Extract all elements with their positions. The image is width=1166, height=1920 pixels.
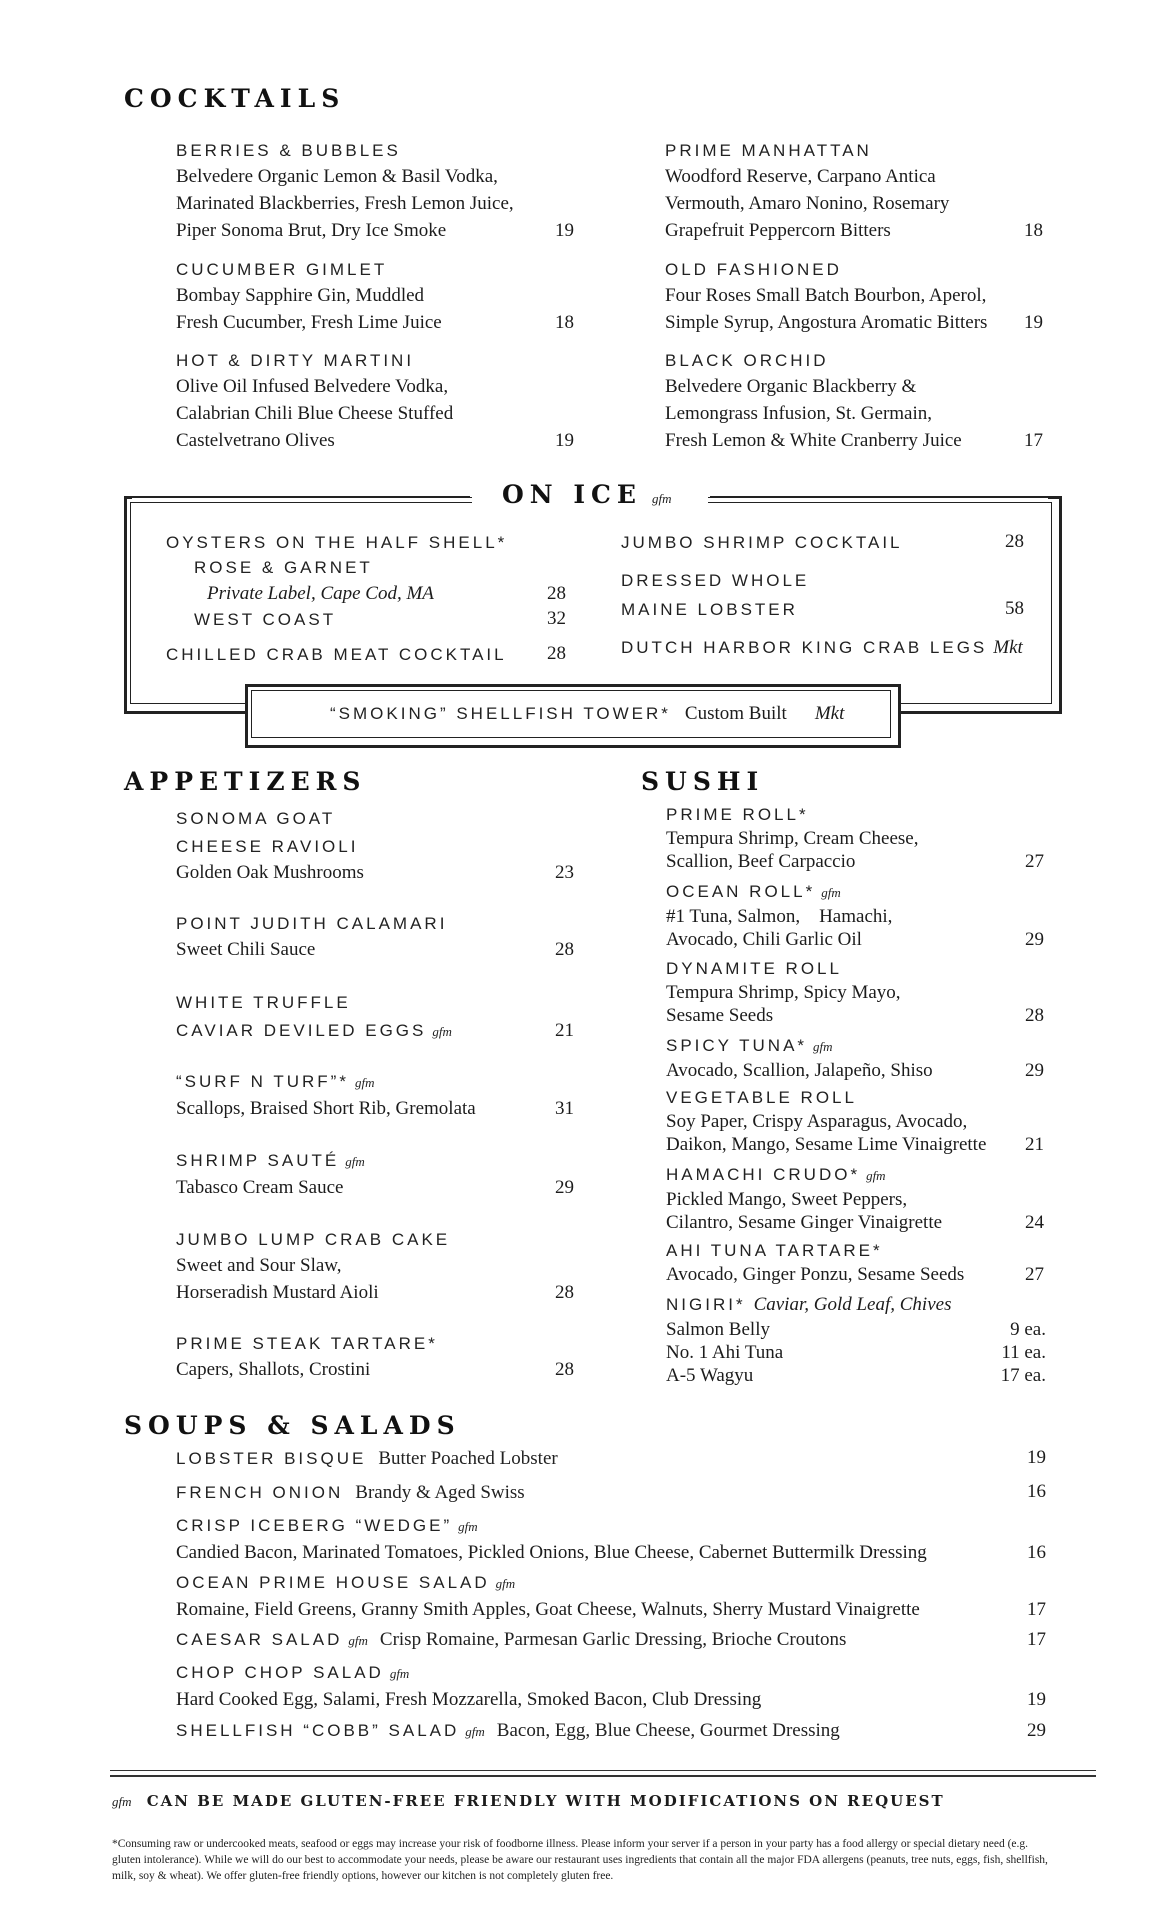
appetizer-price: 28 [555, 939, 574, 960]
appetizer-name-text: SHRIMP SAUTÉ [176, 1151, 340, 1170]
nigiri-items [666, 1318, 1046, 1387]
appetizer-name-text: PRIME STEAK TARTARE* [176, 1334, 438, 1353]
sushi-price: 27 [1025, 851, 1044, 872]
private-label-row [166, 580, 566, 607]
cocktail-description: Bombay Sapphire Gin, Muddled [176, 285, 425, 306]
soup-salad-name-text: FRENCH ONION [176, 1483, 344, 1502]
gfm-mark: gfm [465, 1724, 485, 1739]
shellfish-tower-price: Mkt [814, 703, 845, 724]
sushi-name-text: SPICY TUNA* [666, 1036, 808, 1055]
nigiri-block [666, 1291, 1046, 1387]
cocktail-description: Olive Oil Infused Belvedere Vodka, [176, 376, 449, 397]
soup-salad-inline-description: Bacon, Egg, Blue Cheese, Gourmet Dressing [496, 1720, 840, 1741]
private-label-desc: Private Label, Cape Cod, MA [207, 583, 434, 604]
nigiri-label: No. 1 Ahi Tuna [666, 1342, 784, 1363]
cocktail-item [176, 257, 574, 336]
appetizer-item [176, 1148, 574, 1201]
sushi-item [666, 1162, 1044, 1234]
appetizers-heading: APPETIZERS [124, 767, 367, 796]
footer-rule-thick [110, 1775, 1096, 1777]
soup-salad-description: Candied Bacon, Marinated Tomatoes, Pickled Onions, Blue Cheese, Cabernet Buttermilk Dressing [176, 1542, 927, 1563]
sushi-description: Tempura Shrimp, Cream Cheese, [666, 828, 919, 849]
sushi-name-text: HAMACHI CRUDO* [666, 1165, 861, 1184]
appetizer-price: 23 [555, 862, 574, 883]
cocktail-description: Fresh Lemon & White Cranberry Juice [665, 430, 962, 451]
cocktail-price: 18 [555, 312, 574, 333]
nigiri-row [666, 1341, 1046, 1364]
appetizer-description: Capers, Shallots, Crostini [176, 1359, 371, 1380]
shellfish-tower-title: “SMOKING” SHELLFISH TOWER* [330, 704, 671, 723]
king-crab-price: Mkt [993, 637, 1023, 658]
soup-salad-name-text: SHELLFISH “COBB” SALAD [176, 1721, 460, 1740]
sushi-name-text: VEGETABLE ROLL [666, 1088, 857, 1107]
appetizer-item [176, 1331, 574, 1383]
soup-salad-price: 16 [1027, 1481, 1046, 1502]
soup-salad-description: Hard Cooked Egg, Salami, Fresh Mozzarella, Smoked Bacon, Club Dressing [176, 1689, 762, 1710]
shrimp-row [621, 530, 1024, 555]
nigiri-heading-row [666, 1291, 1046, 1318]
sushi-description: Avocado, Chili Garlic Oil [666, 929, 862, 950]
sushi-item [666, 1238, 1044, 1286]
west-coast-row [166, 607, 566, 632]
appetizer-name [176, 1148, 574, 1174]
soup-salad-name [176, 1627, 1046, 1653]
nigiri-price: 17 ea. [1000, 1365, 1046, 1386]
king-crab-title: DUTCH HARBOR KING CRAB LEGS [621, 638, 988, 657]
sushi-name-text: PRIME ROLL* [666, 805, 809, 824]
sushi-description: Tempura Shrimp, Spicy Mayo, [666, 982, 901, 1003]
appetizer-price: 21 [555, 1020, 574, 1041]
appetizer-name-text: WHITE TRUFFLE [176, 993, 351, 1012]
cocktail-item [176, 348, 574, 454]
rose-garnet-label: ROSE & GARNET [194, 558, 373, 577]
sushi-price: 28 [1025, 1005, 1044, 1026]
cocktail-item [665, 348, 1043, 454]
cocktails-heading: COCKTAILS [124, 84, 346, 113]
cocktail-name: PRIME MANHATTAN [665, 141, 872, 160]
appetizer-item [176, 990, 574, 1044]
soup-salad-item [176, 1446, 1046, 1471]
cocktail-name: HOT & DIRTY MARTINI [176, 351, 415, 370]
soup-salad-item [176, 1480, 1046, 1505]
sushi-name [666, 1162, 1044, 1188]
soup-salad-price: 16 [1027, 1542, 1046, 1563]
gfm-mark: gfm [813, 1039, 833, 1054]
soup-salad-name [176, 1660, 1046, 1686]
sushi-name [666, 802, 1044, 827]
appetizer-name [176, 911, 574, 936]
soup-salad-name [176, 1446, 1046, 1471]
lobster-title-line1: DRESSED WHOLE [621, 571, 810, 590]
nigiri-price: 9 ea. [1010, 1319, 1046, 1340]
soup-salad-item [176, 1718, 1046, 1744]
soup-salad-name-text: CAESAR SALAD [176, 1630, 343, 1649]
appetizer-price: 28 [555, 1282, 574, 1303]
appetizer-item [176, 806, 574, 886]
soup-salad-item [176, 1627, 1046, 1653]
sushi-description: #1 Tuna, Salmon, Hamachi, [666, 906, 893, 927]
west-coast-price: 32 [547, 608, 566, 629]
appetizer-name [176, 1331, 574, 1356]
appetizer-name [176, 1227, 574, 1252]
appetizer-name-text: POINT JUDITH CALAMARI [176, 914, 448, 933]
gfm-mark: gfm [345, 1154, 365, 1169]
sushi-description: Daikon, Mango, Sesame Lime Vinaigrette [666, 1134, 987, 1155]
appetizer-name [176, 990, 574, 1015]
appetizer-price: 28 [555, 1359, 574, 1380]
on-ice-title: ON ICE [502, 480, 642, 509]
cocktail-name: BLACK ORCHID [665, 351, 829, 370]
sushi-description: Pickled Mango, Sweet Peppers, [666, 1189, 908, 1210]
soups-salads-heading: SOUPS & SALADS [124, 1411, 461, 1440]
oysters-title: OYSTERS ON THE HALF SHELL* [166, 533, 508, 552]
appetizer-name [176, 834, 574, 859]
sushi-price: 29 [1025, 929, 1044, 950]
on-ice-left-column [166, 530, 566, 667]
soup-salad-price: 17 [1027, 1629, 1046, 1650]
cocktail-description: Belvedere Organic Blackberry & [665, 376, 917, 397]
soup-salad-inline-description: Brandy & Aged Swiss [355, 1482, 525, 1503]
appetizer-description: Scallops, Braised Short Rib, Gremolata [176, 1098, 476, 1119]
sushi-name [666, 1085, 1044, 1110]
cocktail-price: 18 [1024, 220, 1043, 241]
sushi-heading: SUSHI [641, 767, 765, 796]
soup-salad-name [176, 1480, 1046, 1505]
sushi-item [666, 1085, 1044, 1156]
soup-salad-item [176, 1660, 1046, 1713]
sushi-item [666, 956, 1044, 1027]
soup-salad-inline-description: Butter Poached Lobster [378, 1448, 558, 1469]
appetizer-item [176, 911, 574, 963]
gfm-mark: gfm [458, 1519, 478, 1534]
sushi-description: Cilantro, Sesame Ginger Vinaigrette [666, 1212, 943, 1233]
cocktail-description: Belvedere Organic Lemon & Basil Vodka, [176, 166, 498, 187]
sushi-name [666, 879, 1044, 905]
gfm-mark: gfm [389, 1666, 410, 1681]
appetizer-name [176, 1018, 574, 1044]
appetizer-price: 31 [555, 1098, 574, 1119]
soup-salad-name [176, 1570, 1046, 1596]
nigiri-price: 11 ea. [1001, 1342, 1046, 1363]
gfm-mark: gfm [866, 1168, 886, 1183]
sushi-item [666, 1033, 1044, 1082]
soup-salad-name-text: CRISP ICEBERG “WEDGE” [176, 1516, 453, 1535]
sushi-item [666, 802, 1044, 873]
lobster-row [621, 597, 1024, 622]
crab-meat-price: 28 [547, 643, 566, 664]
appetizer-description: Horseradish Mustard Aioli [176, 1282, 379, 1303]
sushi-name-text: DYNAMITE ROLL [666, 959, 842, 978]
cocktail-description: Fresh Cucumber, Fresh Lime Juice [176, 312, 442, 333]
appetizer-item [176, 1227, 574, 1306]
crab-meat-title: CHILLED CRAB MEAT COCKTAIL [166, 645, 507, 664]
cocktail-name: OLD FASHIONED [665, 260, 842, 279]
appetizer-description: Golden Oak Mushrooms [176, 862, 364, 883]
lobster-price: 58 [1005, 598, 1024, 619]
on-ice-heading [502, 480, 671, 509]
appetizer-item [176, 1069, 574, 1122]
cocktail-description: Four Roses Small Batch Bourbon, Aperol, [665, 285, 987, 306]
sushi-name-text: AHI TUNA TARTARE* [666, 1241, 883, 1260]
nigiri-row [666, 1364, 1046, 1387]
footer-rule-thin [110, 1770, 1096, 1771]
shellfish-tower-desc: Custom Built [684, 703, 787, 724]
sushi-price: 24 [1025, 1212, 1044, 1233]
cocktail-item [665, 138, 1043, 244]
appetizer-name-text: SONOMA GOAT [176, 809, 336, 828]
sushi-description: Avocado, Scallion, Jalapeño, Shiso [666, 1060, 933, 1081]
nigiri-label: Salmon Belly [666, 1319, 770, 1340]
cocktail-price: 17 [1024, 430, 1043, 451]
nigiri-subtitle: Caviar, Gold Leaf, Chives [753, 1294, 952, 1315]
lobster-title-line2: MAINE LOBSTER [621, 600, 798, 619]
cocktail-description: Marinated Blackberries, Fresh Lemon Juice, [176, 193, 514, 214]
soup-salad-name-text: OCEAN PRIME HOUSE SALAD [176, 1573, 490, 1592]
sushi-price: 29 [1025, 1060, 1044, 1081]
cocktail-description: Piper Sonoma Brut, Dry Ice Smoke [176, 220, 447, 241]
soup-salad-name-text: CHOP CHOP SALAD [176, 1663, 384, 1682]
gfm-mark: gfm [432, 1024, 452, 1039]
gfm-mark: gfm [348, 1633, 368, 1648]
gluten-free-gfm: gfm [112, 1794, 132, 1809]
appetizer-name-text: CHEESE RAVIOLI [176, 837, 359, 856]
sushi-name [666, 1238, 1044, 1263]
soup-salad-name [176, 1513, 1046, 1539]
appetizer-name [176, 806, 574, 831]
sushi-name [666, 1033, 1044, 1059]
cocktail-name: CUCUMBER GIMLET [176, 260, 388, 279]
cocktail-description: Castelvetrano Olives [176, 430, 335, 451]
sushi-name-text: OCEAN ROLL* [666, 882, 816, 901]
soup-salad-price: 19 [1027, 1689, 1046, 1710]
cocktail-item [176, 138, 574, 244]
on-ice-rule-right [708, 497, 1048, 503]
cocktail-price: 19 [1024, 312, 1043, 333]
soup-salad-name-text: LOBSTER BISQUE [176, 1449, 367, 1468]
gfm-mark: gfm [354, 1075, 375, 1090]
sushi-item [666, 879, 1044, 951]
soup-salad-price: 19 [1027, 1447, 1046, 1468]
nigiri-row [666, 1318, 1046, 1341]
soup-salad-item [176, 1570, 1046, 1623]
soup-salad-inline-description: Crisp Romaine, Parmesan Garlic Dressing, Brioche Croutons [379, 1629, 847, 1650]
appetizer-description: Sweet and Sour Slaw, [176, 1255, 342, 1276]
west-coast-label: WEST COAST [194, 610, 337, 629]
soup-salad-description: Romaine, Field Greens, Granny Smith Apples, Goat Cheese, Walnuts, Sherry Mustard Vinaigrette [176, 1599, 920, 1620]
gfm-mark: gfm [495, 1576, 516, 1591]
soup-salad-price: 29 [1027, 1720, 1046, 1741]
gluten-free-note [112, 1792, 945, 1810]
appetizer-name-text: JUMBO LUMP CRAB CAKE [176, 1230, 451, 1249]
soup-salad-name [176, 1718, 1046, 1744]
private-label-price: 28 [547, 583, 566, 604]
sushi-description: Soy Paper, Crispy Asparagus, Avocado, [666, 1111, 968, 1132]
shrimp-price: 28 [1005, 531, 1024, 552]
sushi-price: 21 [1025, 1134, 1044, 1155]
nigiri-title: NIGIRI* [666, 1295, 746, 1314]
appetizer-price: 29 [555, 1177, 574, 1198]
on-ice-gfm: gfm [651, 491, 672, 506]
nigiri-label: A-5 Wagyu [666, 1365, 754, 1386]
appetizer-name-text: “SURF N TURF”* [176, 1072, 349, 1091]
appetizer-name-text: CAVIAR DEVILED EGGS [176, 1021, 427, 1040]
on-ice-rule-left [132, 497, 472, 503]
cocktail-item [665, 257, 1043, 336]
soup-salad-item [176, 1513, 1046, 1566]
cocktail-price: 19 [555, 220, 574, 241]
sushi-name [666, 956, 1044, 981]
cocktail-description: Grapefruit Peppercorn Bitters [665, 220, 891, 241]
appetizer-name [176, 1069, 574, 1095]
shrimp-title: JUMBO SHRIMP COCKTAIL [621, 533, 903, 552]
appetizer-description: Sweet Chili Sauce [176, 939, 316, 960]
cocktail-description: Lemongrass Infusion, St. Germain, [665, 403, 933, 424]
sushi-price: 27 [1025, 1264, 1044, 1285]
cocktail-description: Woodford Reserve, Carpano Antica [665, 166, 936, 187]
cocktail-name: BERRIES & BUBBLES [176, 141, 401, 160]
soup-salad-price: 17 [1027, 1599, 1046, 1620]
on-ice-right-column [621, 530, 1024, 661]
allergy-disclaimer: *Consuming raw or undercooked meats, seafood or eggs may increase your risk of foodborne illness. Please inform your server if a person in your party has a food allergy or special dietary need (e.g. gluten intolerance). While we will do our best to accommodate your needs, please be aware our restaurant uses ingredients that contain all the major FDA allergens (peanuts, tree nuts, eggs, fish, shellfish, milk, soy & wheat). We offer gluten-free friendly options, however our kitchen is not completely gluten free. [112, 1838, 1048, 1882]
cocktail-description: Calabrian Chili Blue Cheese Stuffed [176, 403, 454, 424]
king-crab-row [621, 634, 1021, 661]
appetizer-description: Tabasco Cream Sauce [176, 1177, 344, 1198]
crab-meat-row [166, 642, 566, 667]
cocktail-price: 19 [555, 430, 574, 451]
cocktail-description: Simple Syrup, Angostura Aromatic Bitters [665, 312, 988, 333]
sushi-description: Sesame Seeds [666, 1005, 774, 1026]
gfm-mark: gfm [821, 885, 841, 900]
gluten-free-note-text: CAN BE MADE GLUTEN-FREE FRIENDLY WITH MODIFICATIONS ON REQUEST [146, 1792, 945, 1810]
cocktail-description: Vermouth, Amaro Nonino, Rosemary [665, 193, 950, 214]
shellfish-tower-row [330, 700, 844, 727]
sushi-description: Avocado, Ginger Ponzu, Sesame Seeds [666, 1264, 965, 1285]
sushi-description: Scallion, Beef Carpaccio [666, 851, 856, 872]
